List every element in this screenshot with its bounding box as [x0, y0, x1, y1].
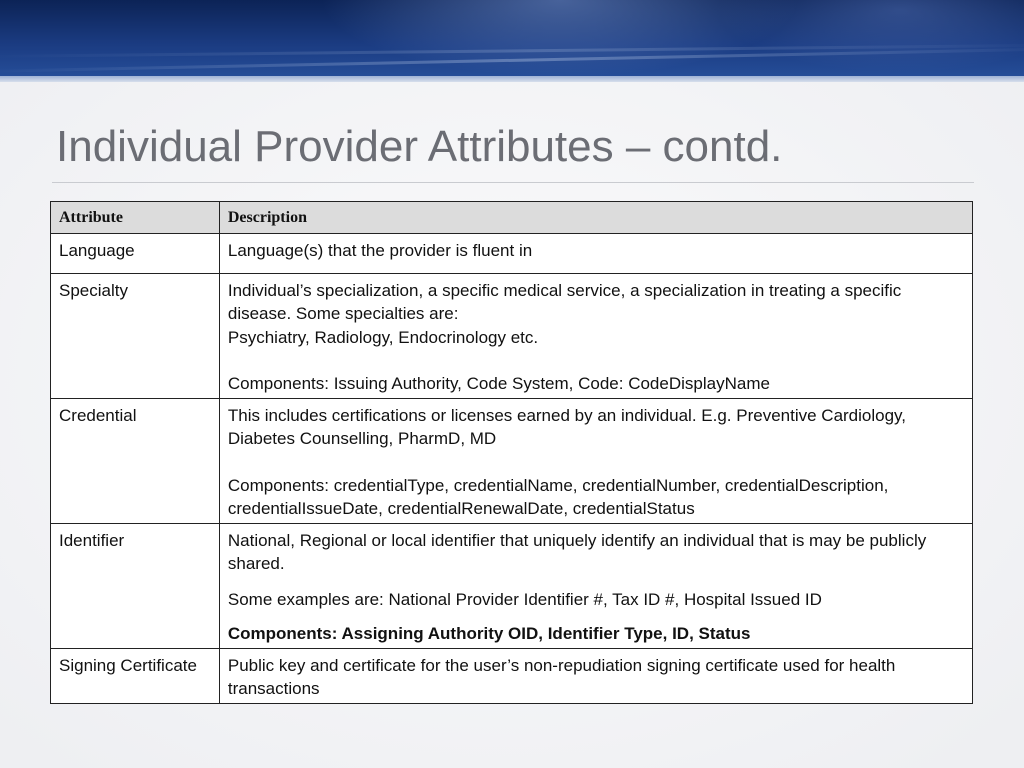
- description-text: This includes certifications or licenses earned by an individual. E.g. Preventive Cardiology, Diabetes Counselling, PharmD, MD: [227, 405, 907, 448]
- attribute-cell: Signing Certificate: [51, 648, 220, 703]
- paragraph-spacer: [228, 349, 964, 372]
- description-text: Individual’s specialization, a specific medical service, a specialization in treating a specific disease. Some specialties are:: [227, 280, 902, 323]
- header-banner: [0, 0, 1024, 82]
- attribute-cell: Identifier: [51, 523, 220, 648]
- description-components: Components: Issuing Authority, Code System, Code: CodeDisplayName: [227, 374, 770, 393]
- table-row: [51, 398, 973, 523]
- table-row: [51, 233, 973, 273]
- column-header-attribute: Attribute: [51, 202, 220, 234]
- description-text: Psychiatry, Radiology, Endocrinology etc.: [227, 327, 539, 347]
- attribute-cell: Credential: [51, 398, 220, 523]
- description-text: Public key and certificate for the user’s non-repudiation signing certificate used for health transactions: [227, 655, 896, 698]
- description-cell: [219, 398, 972, 523]
- table-row: [51, 648, 973, 703]
- description-text: National, Regional or local identifier that uniquely identify an individual that is may be publicly shared.: [227, 530, 927, 573]
- paragraph-spacer: [228, 451, 964, 474]
- description-cell: [219, 648, 972, 703]
- description-cell: [219, 233, 972, 273]
- description-text: Some examples are: National Provider Identifier #, Tax ID #, Hospital Issued ID: [227, 589, 822, 609]
- attributes-table: [50, 201, 973, 704]
- description-cell: [219, 523, 972, 648]
- description-cell: [219, 273, 972, 398]
- description-components: Components: Assigning Authority OID, Identifier Type, ID, Status: [227, 624, 751, 643]
- description-text: Language(s) that the provider is fluent in: [227, 240, 533, 260]
- attribute-cell: Language: [51, 233, 220, 273]
- attribute-cell: Specialty: [51, 273, 220, 398]
- description-components: Components: credentialType, credentialName, credentialNumber, credentialDescription, credentialIssueDate, credentialRenewalDate, credentialStatus: [227, 475, 889, 518]
- slide-title: Individual Provider Attributes – contd.: [56, 122, 783, 171]
- title-divider: [52, 182, 974, 183]
- table-row: [51, 523, 973, 648]
- table-row: [51, 273, 973, 398]
- table-header-row: [51, 202, 973, 234]
- column-header-description: Description: [219, 202, 972, 234]
